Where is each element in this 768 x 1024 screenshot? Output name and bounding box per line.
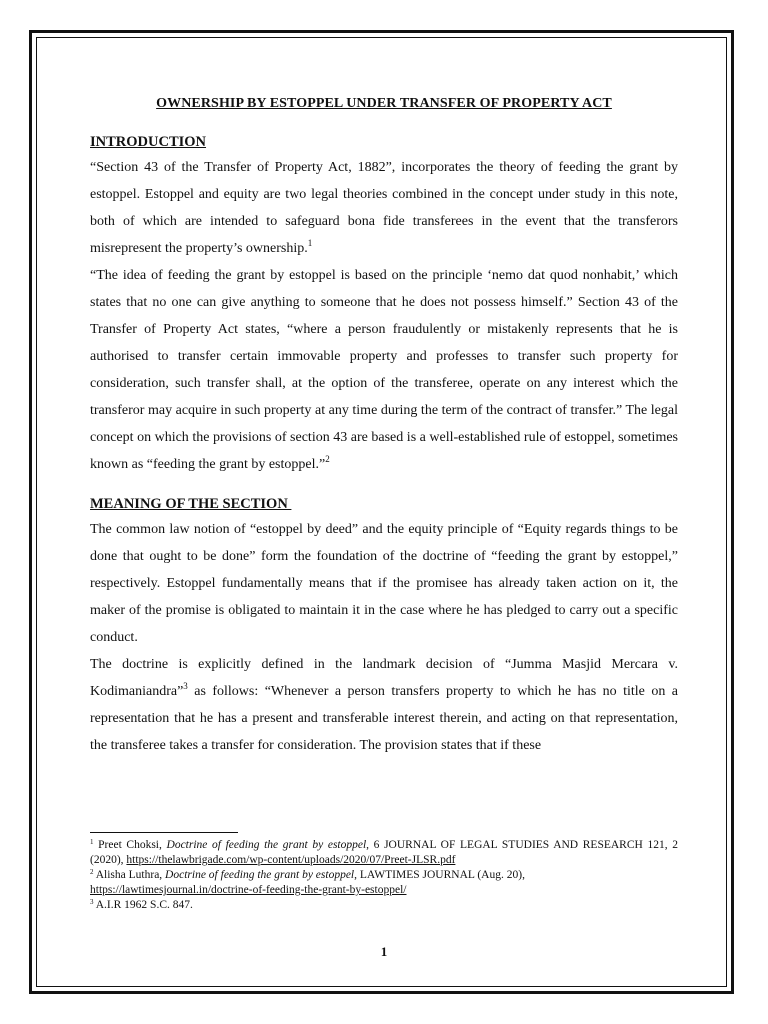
footnote-ref-2[interactable]: 2: [325, 454, 330, 464]
footnote-1-title: Doctrine of feeding the grant by estoppel: [166, 839, 367, 851]
paragraph-intro-2: [90, 262, 678, 478]
paragraph-intro-1-text: “Section 43 of the Transfer of Property Act, 1882”, incorporates the theory of feeding the grant by estoppel. Estoppel and equity are two legal theories combined in the concept under study in this note, both of which are intended to safeguard bona fide transferees in the event that the transferors misrepresent the property’s ownership.: [90, 160, 678, 256]
footnote-2: [90, 868, 678, 898]
footnote-3-number: 3: [90, 898, 94, 906]
document-title: OWNERSHIP BY ESTOPPEL UNDER TRANSFER OF PROPERTY ACT: [156, 96, 612, 111]
paragraph-meaning-2: [90, 651, 678, 759]
footnote-separator: [90, 832, 238, 833]
footnote-1: [90, 838, 678, 868]
paragraph-meaning-1: The common law notion of “estoppel by deed” and the equity principle of “Equity regards things to be done that ought to be done” form the foundation of the doctrine of “feeding the grant by estoppel,” respectively. Estoppel fundamentally means that if the promisee has already taken action on it, the maker of the promise is obligated to maintain it in the case where he has pledged to carry out a specific conduct.: [90, 522, 678, 645]
paragraph-intro-1: [90, 154, 678, 262]
footnote-3-text: A.I.R 1962 S.C. 847.: [93, 899, 193, 911]
footnote-2-author: Alisha Luthra,: [93, 869, 166, 881]
footnote-2-number: 2: [90, 868, 94, 876]
footnote-1-details: , 6 JOURNAL OF LEGAL STUDIES AND RESEARCH 121, 2 (2020),: [90, 839, 678, 866]
footnote-ref-1[interactable]: 1: [307, 238, 313, 248]
paragraph-intro-2-text: “The idea of feeding the grant by estoppel is based on the principle ‘nemo dat quod nonhabit,’ which states that no one can give anything to someone that he does not possess himself.” Section 43 of the Transfer of Property Act states, “where a person fraudulently or mistakenly represents that he is authorised to transfer certain immovable property and professes to transfer such property for consideration, such transfer shall, at the option of the transferee, operate on any interest which the transferor may acquire in such property at any time during the term of the contract of transfer.” The legal concept on which the provisions of section 43 are based is a well-established rule of estoppel, sometimes known as “feeding the grant by estoppel.”: [90, 268, 678, 472]
paragraph-meaning-2-text-b: as follows: “Whenever a person transfers property to which he has no title on a representation that he has a present and transferable interest therein, and acting on that representation, the transferee takes a transfer for consideration. The provision states that if these: [90, 684, 678, 753]
footnote-2-link[interactable]: https://lawtimesjournal.in/doctrine-of-feeding-the-grant-by-estoppel/: [90, 884, 407, 896]
footnote-ref-3[interactable]: 3: [183, 681, 188, 691]
introduction-heading: INTRODUCTION: [90, 134, 207, 150]
page-number: 1: [380, 944, 388, 959]
footnotes: [90, 838, 678, 913]
meaning-heading: MEANING OF THE SECTION: [90, 496, 292, 512]
footnote-1-author: Preet Choksi,: [93, 839, 167, 851]
footnote-2-details: , LAWTIMES JOURNAL (Aug. 20),: [354, 869, 525, 881]
footnote-1-link[interactable]: https://thelawbrigade.com/wp-content/uploads/2020/07/Preet-JLSR.pdf: [126, 854, 456, 866]
footnote-1-number: 1: [90, 838, 94, 846]
footnote-2-title: Doctrine of feeding the grant by estoppel: [165, 869, 355, 881]
paragraph-meaning-2-text-a: The doctrine is explicitly defined in the landmark decision of “Jumma Masjid Mercara v. Kodimaniandra”: [90, 657, 678, 699]
footnote-3: [90, 898, 678, 913]
document-body: [90, 92, 678, 759]
